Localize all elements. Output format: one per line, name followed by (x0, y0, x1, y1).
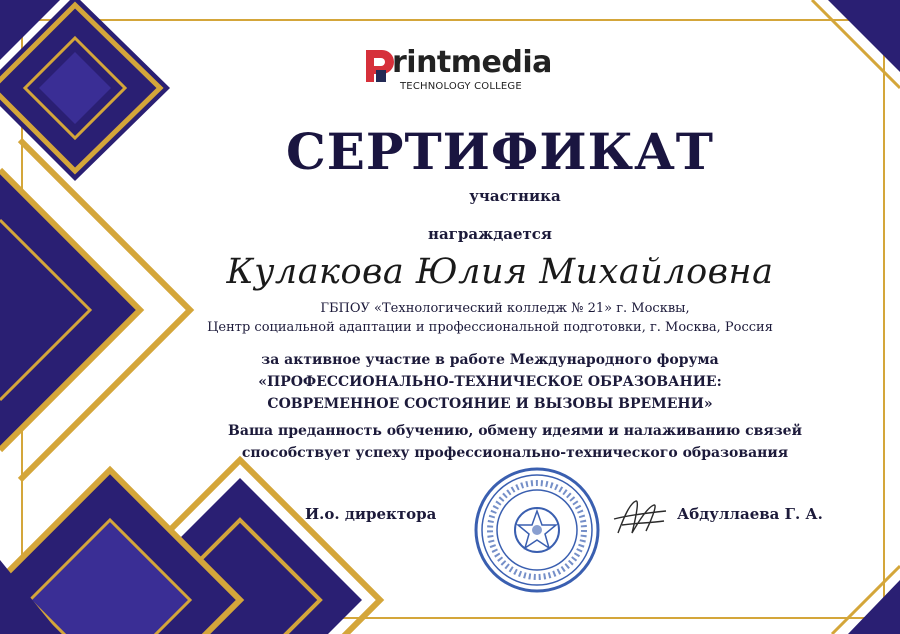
organization-line-1: ГБПОУ «Технологический колледж № 21» г. Москвы, (320, 301, 690, 316)
corner-top-right (828, 0, 900, 72)
wish-line-1: Ваша преданность обучению, обмену идеями и налаживанию связей (228, 423, 802, 439)
reason-line-1: за активное участие в работе Международного форума (261, 352, 719, 368)
brand-tagline: TECHNOLOGY COLLEGE (400, 81, 522, 92)
official-seal-icon (472, 465, 602, 595)
reason-line-2: «ПРОФЕССИОНАЛЬНО-ТЕХНИЧЕСКОЕ ОБРАЗОВАНИЕ: (258, 374, 722, 390)
awarded-label: награждается (427, 225, 552, 243)
certificate-subtitle: участника (469, 187, 561, 205)
organization-line-2: Центр социальной адаптации и профессиональной подготовки, г. Москва, Россия (207, 320, 773, 335)
recipient-name: Кулакова Юлия Михайловна (226, 252, 774, 292)
reason-line-3: СОВРЕМЕННОЕ СОСТОЯНИЕ И ВЫЗОВЫ ВРЕМЕНИ» (267, 396, 713, 412)
brand-name: rintmedia (392, 45, 552, 80)
director-title: И.о. директора (305, 505, 437, 523)
director-name: Абдуллаева Г. А. (677, 505, 823, 523)
certificate-title: СЕРТИФИКАТ (285, 122, 715, 181)
corner-bottom-right (848, 580, 900, 634)
wish-line-2: способствует успеху профессионально-технического образования (241, 445, 789, 461)
chevron-left-middle (0, 170, 140, 450)
signature-icon (610, 495, 670, 540)
